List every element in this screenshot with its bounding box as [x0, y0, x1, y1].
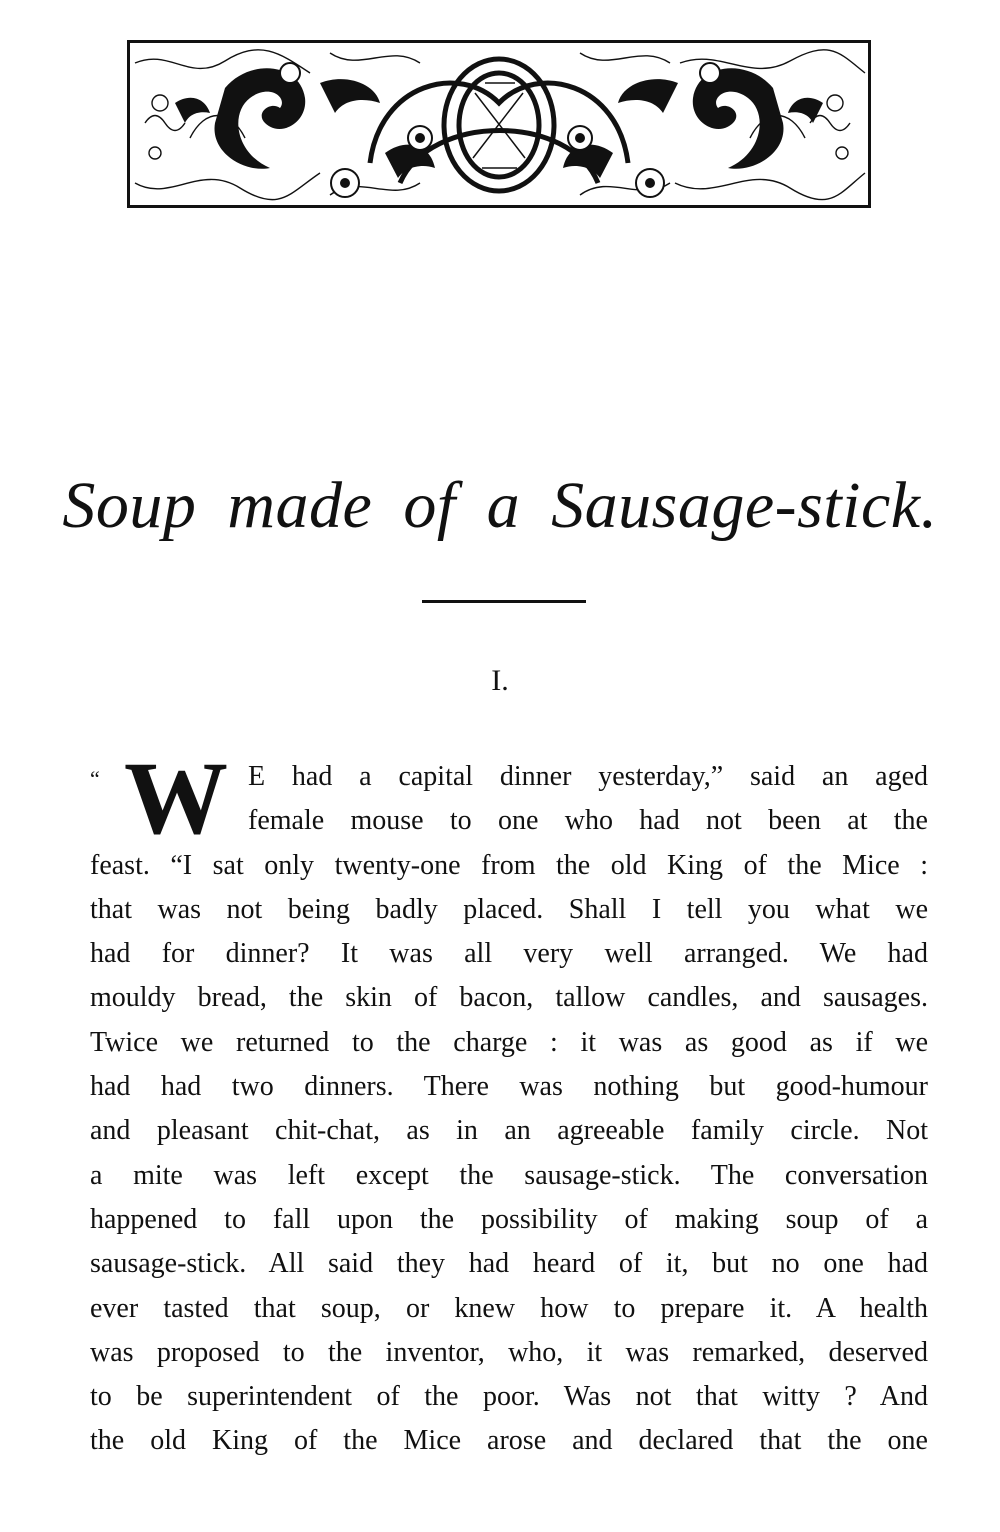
floral-ornament-illustration — [130, 43, 868, 205]
story-title: Soup made of a Sausage-stick. — [62, 469, 938, 542]
opening-quote-mark: “ — [90, 766, 100, 791]
text-line: that was not being badly placed. Shall I tell you what we — [90, 893, 928, 925]
text-line: was proposed to the inventor, who, it was remarked, deserved — [90, 1336, 928, 1368]
text-line: female mouse to one who had not been at the — [248, 805, 928, 837]
text-line: Twice we returned to the charge : it was as good as if we — [90, 1026, 928, 1058]
text-line: a mite was left except the sausage-stick. The conversation — [90, 1159, 928, 1191]
text-line: had for dinner? It was all very well arranged. We had — [90, 938, 928, 970]
text-line: mouldy bread, the skin of bacon, tallow candles, and sausages. — [90, 982, 928, 1014]
text-line: sausage-stick. All said they had heard of it, but no one had — [90, 1248, 928, 1280]
text-line: had had two dinners. There was nothing but good-humour — [90, 1071, 928, 1103]
drop-cap-letter: W — [124, 741, 228, 856]
text-line: feast. “I sat only twenty-one from the old King of the Mice : — [90, 849, 928, 881]
text-line: to be superintendent of the poor. Was not that witty ? And — [90, 1381, 928, 1413]
text-line: and pleasant chit-chat, as in an agreeable family circle. Not — [90, 1115, 928, 1147]
text-line: happened to fall upon the possibility of making soup of a — [90, 1203, 928, 1235]
text-line: ever tasted that soup, or knew how to prepare it. A health — [90, 1292, 928, 1324]
story-body-text — [90, 741, 928, 1464]
chapter-number: I. — [491, 664, 509, 697]
ornamental-header-band — [127, 40, 871, 208]
title-divider-rule — [422, 600, 586, 603]
text-line: the old King of the Mice arose and declared that the one — [90, 1425, 928, 1457]
text-line: E had a capital dinner yesterday,” said an aged — [248, 761, 928, 792]
